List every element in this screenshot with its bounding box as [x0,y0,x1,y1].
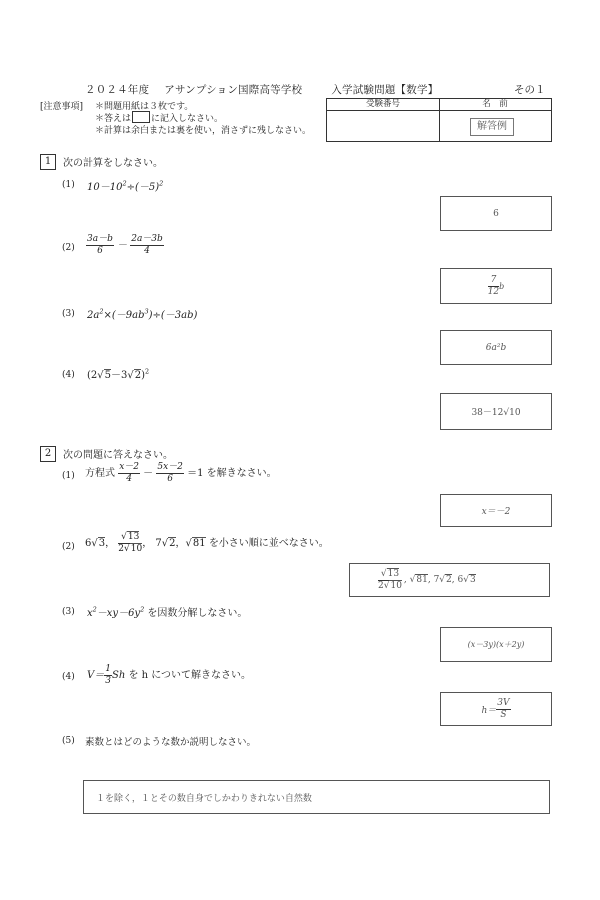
note-line-2-pre: ＊答えは [95,114,132,124]
name-label: 名 前 [439,99,551,111]
note-line-1: ＊問題用紙は３枚です。 [95,102,194,112]
q2-2-label: (2) [62,542,75,552]
q2-2-suffix: を小さい順に並べなさい。 [208,538,329,549]
q1-3-expression: $2a^2\times(-9ab^3)\div(-3ab)$ [87,307,198,321]
q2-3-label: (3) [62,607,75,617]
q1-3-answer: 6a²b [440,330,552,365]
q2-1-expression: 方程式 $\frac{x-2}{4}$ － $\frac{5x-2}{6}$ ＝1 を解きなさい。 [85,462,277,484]
school-name: アサンプション国際高等学校 [164,84,303,96]
table-divider [439,99,440,141]
answer-box-sample [132,111,150,123]
q2-1-label: (1) [62,471,75,481]
q1-4-label: (4) [62,370,75,380]
q2-5-question: 素数とはどのような数か説明しなさい。 [85,737,257,748]
q2-1-suffix: を解きなさい。 [206,468,277,479]
q1-4-answer: 38－12√10 [440,393,552,430]
q2-3-expression: $x^2-xy-6y^2$ を因数分解しなさい。 [87,605,248,619]
question-2-number: 2 [40,446,56,462]
question-1-number: 1 [40,154,56,170]
q2-3-answer: (x－3y)(x＋2y) [440,627,552,662]
exam-number-label: 受験番号 [327,99,439,111]
q2-3-suffix: を因数分解しなさい。 [147,608,248,619]
q2-4-answer: h＝ $\frac{3V}{S}$ [440,692,552,726]
q1-1-answer: 6 [440,196,552,231]
page-indicator: その１ [514,84,546,96]
q1-1-label: (1) [62,180,75,190]
note-line-2-post: に記入しなさい。 [151,114,224,124]
q2-2-expression: 6√3， $\frac{√13}{2√10}$ ， 7√2，√81 を小さい順に並べなさい。 [85,532,329,554]
note-line-3: ＊計算は余白または裏を使い，消さずに残しなさい。 [95,126,312,136]
q1-2-label: (2) [62,243,75,253]
q1-1-expression: $10-10^2\div(-5)^2$ [87,179,164,193]
exam-title: 入学試験問題【数学】 [331,84,439,96]
q2-4-label: (4) [62,672,75,682]
q1-2-answer-den: 12 [487,286,500,297]
q2-1-answer: x＝－2 [440,494,552,527]
q1-4-expression: $(2√5-3√2)^2$ [87,367,150,381]
q1-2-answer [440,268,552,304]
notes-label: [注意事項] [40,102,84,112]
answer-key-stamp: 解答例 [470,118,514,136]
question-1-title: 次の計算をしなさい。 [63,158,163,169]
q1-3-label: (3) [62,309,75,319]
q2-4-expression: V＝ $\frac{1}{3}$ Sh を h について解きなさい。 [87,664,252,686]
exam-header [85,82,438,97]
q2-5-label: (5) [62,736,75,746]
q2-2-answer: $\frac{√13}{2√10}$ , √81, 7√2, 6√3 [349,563,550,597]
q1-2-expression: $\frac{3a-b}{6}$ － $\frac{2a-3b}{4}$ [87,234,163,256]
question-2-title: 次の問題に答えなさい。 [63,450,173,461]
q2-5-answer: １を除く，１とその数自身でしかわりきれない自然数 [83,780,550,814]
q2-1-prefix: 方程式 [85,468,115,479]
q2-4-suffix: を h について解きなさい。 [128,670,252,681]
q1-2-answer-num: 7 [488,275,499,287]
exam-number-field[interactable] [328,112,436,138]
exam-year: ２０２４年度 [85,84,150,96]
q1-2-answer-var: b [499,281,505,291]
